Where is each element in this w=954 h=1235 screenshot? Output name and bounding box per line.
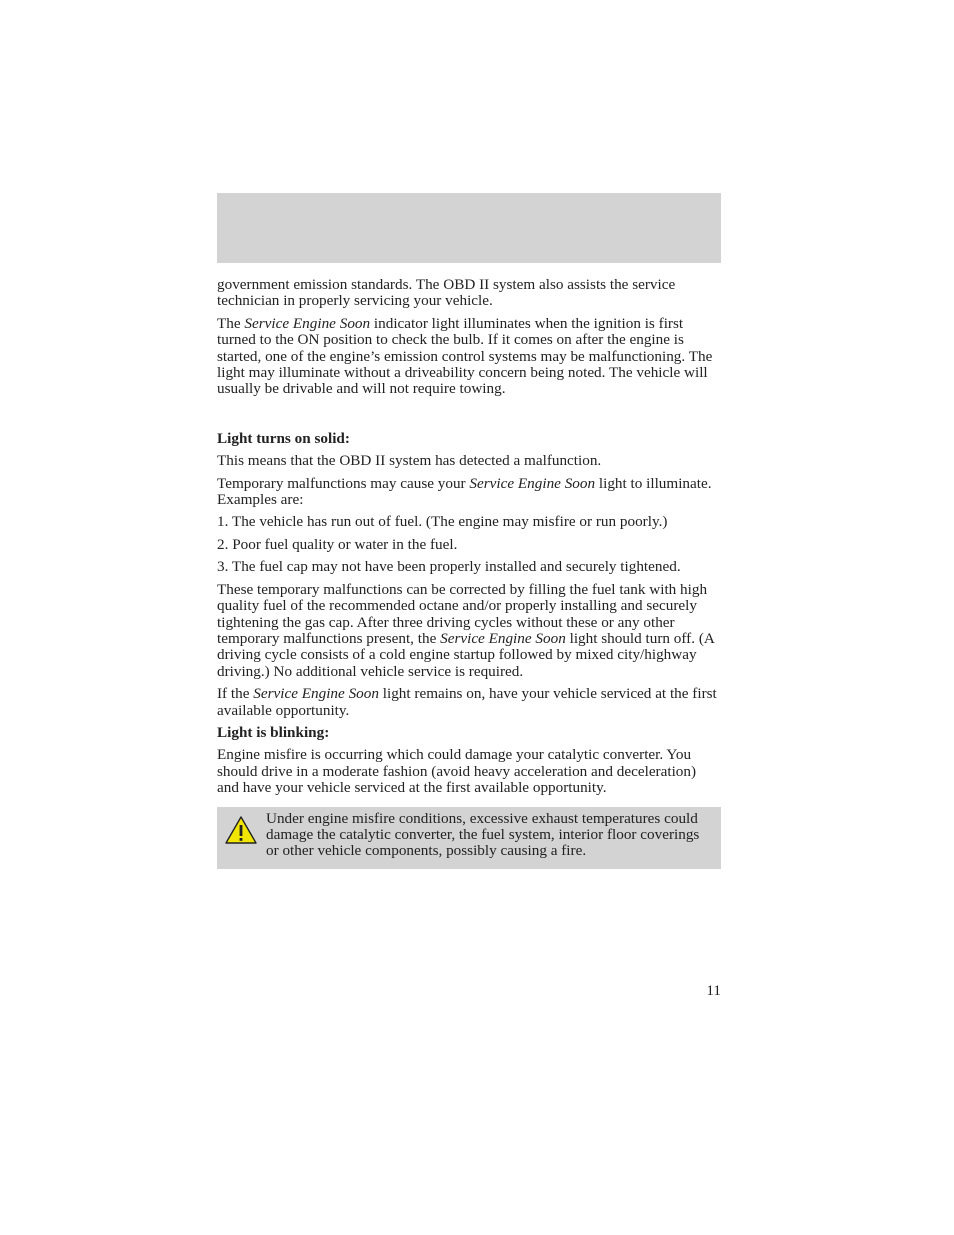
heading-light-blinking: Light is blinking: — [217, 723, 330, 741]
text-span: indicator light illuminates when the ignition is first turned to the ON position to check the bulb. If it comes on after the engine is started, one of the engine’s emission control systems may be malfunctioning. The light may illuminate without a driveability concern being noted. The vehicle will usually be drivable and will not require towing. — [217, 314, 713, 398]
text-span: light remains on, have your vehicle serviced at the first available opportunity. — [217, 685, 717, 719]
temporary-paragraph — [217, 476, 721, 509]
heading-light-solid: Light turns on solid: — [217, 429, 350, 447]
list-item: 1. The vehicle has run out of fuel. (The engine may misfire or run poorly.) — [217, 513, 668, 531]
text-span: light should turn off. (A driving cycle consists of a cold engine startup followed by mixed city/highway driving.) No additional vehicle service is required. — [217, 629, 715, 680]
corrected-paragraph — [217, 582, 721, 680]
blinking-paragraph: Engine misfire is occurring which could damage your catalytic converter. You should drive in a moderate fashion (avoid heavy acceleration and deceleration) and have your vehicle serviced at the first available opportunity. — [217, 746, 697, 797]
text-span: Temporary malfunctions may cause your — [217, 474, 470, 492]
warning-text: Under engine misfire conditions, excessive exhaust temperatures could damage the catalytic converter, the fuel system, interior floor coverings or other vehicle components, possibly causing a fire. — [266, 809, 700, 860]
warning-box — [217, 807, 721, 869]
section-header-bar — [217, 193, 721, 263]
text-span: light to illuminate. Examples are: — [217, 474, 712, 509]
text-span: If the — [217, 685, 254, 703]
indicator-name: Service Engine Soon — [244, 314, 371, 332]
warning-triangle-icon — [224, 815, 258, 845]
list-item: 2. Poor fuel quality or water in the fuel. — [217, 535, 458, 553]
indicator-name: Service Engine Soon — [469, 474, 596, 492]
text-span: The — [217, 314, 245, 332]
page-content — [217, 277, 721, 869]
solid-paragraph: This means that the OBD II system has detected a malfunction. — [217, 452, 602, 470]
list-item: 3. The fuel cap may not have been properly installed and securely tightened. — [217, 558, 681, 576]
page-number: 11 — [706, 982, 721, 999]
remains-paragraph — [217, 686, 721, 719]
indicator-paragraph — [217, 316, 721, 398]
intro-paragraph: government emission standards. The OBD II system also assists the service technician in properly servicing your vehicle. — [217, 276, 676, 310]
indicator-name: Service Engine Soon — [253, 685, 379, 703]
text-span: These temporary malfunctions can be corrected by filling the fuel tank with high quality fuel of the recommended octane and/or properly installing and securely tightening the gas cap. After three driving cycles without these or any other temporary malfunctions present, the — [217, 580, 708, 647]
indicator-name: Service Engine Soon — [440, 629, 566, 647]
